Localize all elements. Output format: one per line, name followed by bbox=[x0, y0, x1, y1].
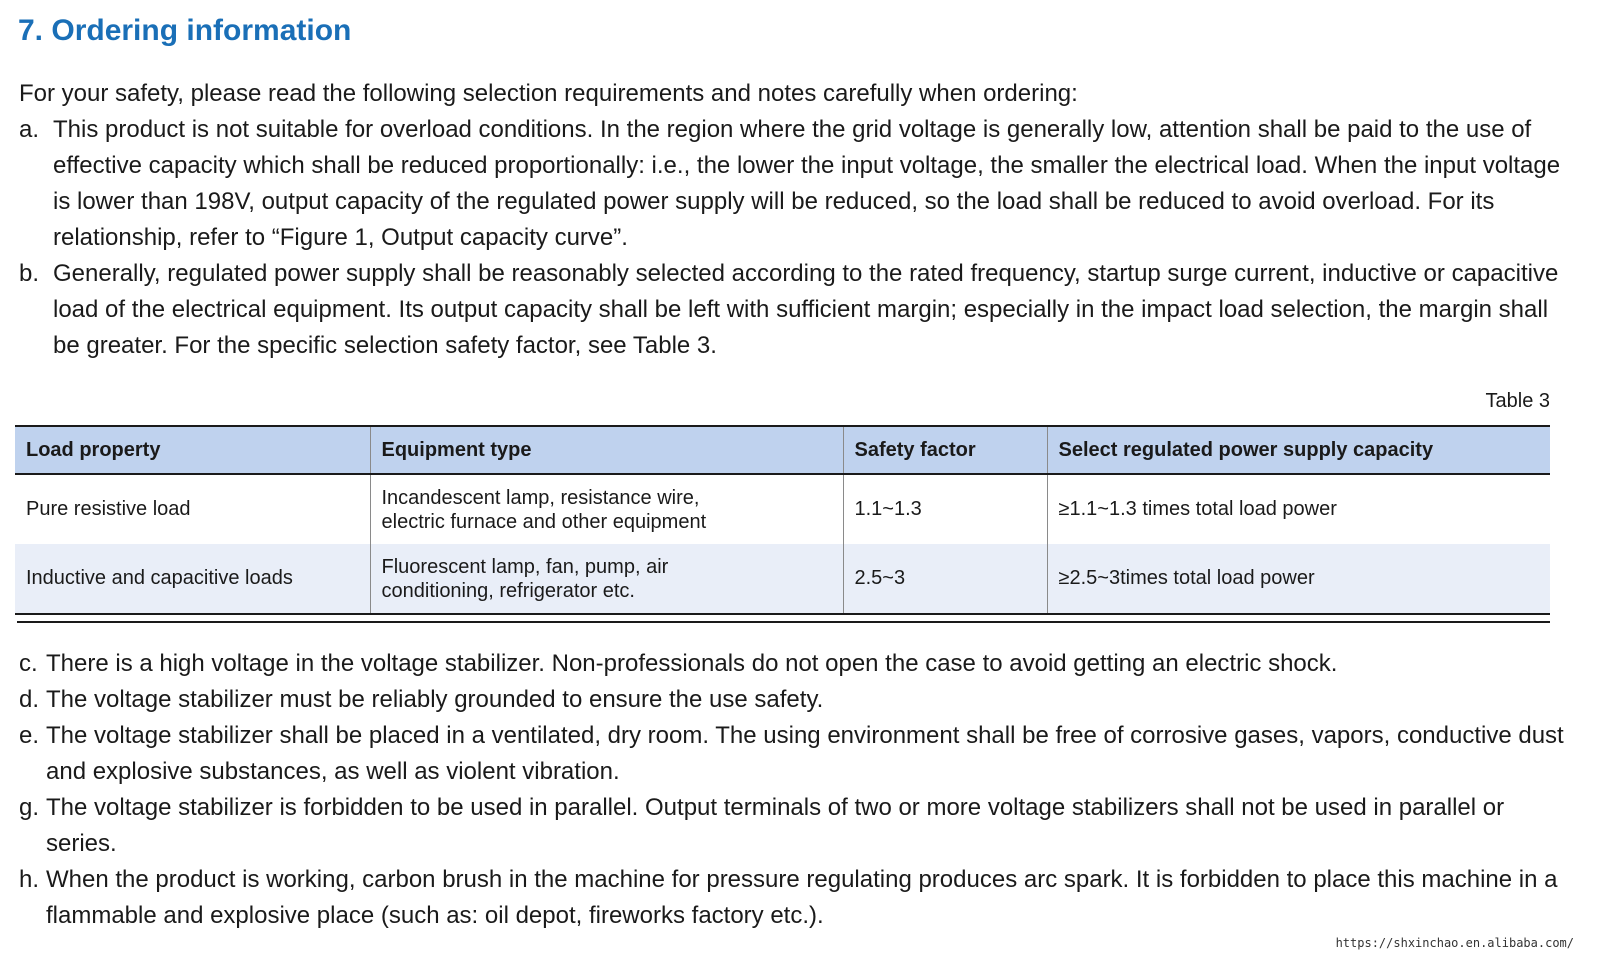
note-text: This product is not suitable for overload conditions. In the region where the grid voltage is generally low, attention shall be paid to the use of effective capacity which shall be reduced proportionally: i.e., the lower the input voltage, the smaller the electrical load. When the input voltage is lower than 198V, output capacity of the regulated power supply will be reduced, so the load shall be reduced to avoid overload. For its relationship, refer to “Figure 1, Output capacity curve”. bbox=[53, 116, 1561, 251]
cell-capacity: ≥2.5~3times total load power bbox=[1047, 544, 1550, 614]
header-equipment-type: Equipment type bbox=[370, 426, 843, 474]
notes-list-after-table bbox=[19, 646, 1579, 934]
intro-paragraph: For your safety, please read the following selection requirements and notes carefully when ordering: bbox=[19, 80, 1078, 107]
note-text: The voltage stabilizer must be reliably grounded to ensure the use safety. bbox=[46, 686, 824, 713]
selection-table bbox=[15, 425, 1550, 615]
note-item-a bbox=[19, 112, 1579, 256]
cell-safety-factor: 1.1~1.3 bbox=[843, 474, 1047, 544]
note-item-g bbox=[19, 790, 1579, 862]
note-item-e bbox=[19, 718, 1579, 790]
note-marker: h. bbox=[19, 866, 40, 893]
note-text: When the product is working, carbon brush in the machine for pressure regulating produces arc spark. It is forbidden to place this machine in a flammable and explosive place (such as: oil depot, fireworks factory etc.). bbox=[46, 866, 1558, 929]
table-row bbox=[15, 474, 1550, 544]
note-text: The voltage stabilizer is forbidden to be used in parallel. Output terminals of two or more voltage stabilizers shall not be used in parallel or series. bbox=[46, 794, 1505, 857]
equipment-line: Incandescent lamp, resistance wire, bbox=[381, 486, 700, 509]
note-marker: d. bbox=[19, 686, 40, 713]
cell-safety-factor: 2.5~3 bbox=[843, 544, 1047, 614]
header-load-property: Load property bbox=[15, 426, 370, 474]
equipment-line: electric furnace and other equipment bbox=[381, 510, 707, 533]
note-marker: e. bbox=[19, 722, 40, 749]
note-marker: a. bbox=[19, 116, 40, 143]
note-item-c bbox=[19, 646, 1579, 682]
cell-load-property: Inductive and capacitive loads bbox=[15, 544, 370, 614]
equipment-line: conditioning, refrigerator etc. bbox=[381, 579, 635, 602]
header-capacity: Select regulated power supply capacity bbox=[1047, 426, 1550, 474]
table-header-row bbox=[15, 426, 1550, 474]
note-marker: b. bbox=[19, 260, 40, 287]
equipment-line: Fluorescent lamp, fan, pump, air bbox=[381, 555, 669, 578]
table-row bbox=[15, 544, 1550, 614]
cell-equipment-type bbox=[370, 474, 843, 544]
note-item-h bbox=[19, 862, 1579, 934]
notes-list-before-table bbox=[19, 112, 1579, 364]
source-watermark: https://shxinchao.en.alibaba.com/ bbox=[1335, 936, 1574, 950]
note-item-b bbox=[19, 256, 1579, 364]
section-heading: 7. Ordering information bbox=[18, 14, 352, 47]
cell-equipment-type bbox=[370, 544, 843, 614]
table-caption: Table 3 bbox=[1485, 390, 1550, 412]
table-bottom-rule bbox=[17, 621, 1550, 623]
note-marker: g. bbox=[19, 794, 40, 821]
header-safety-factor: Safety factor bbox=[843, 426, 1047, 474]
note-text: There is a high voltage in the voltage stabilizer. Non-professionals do not open the case to avoid getting an electric shock. bbox=[46, 650, 1338, 677]
note-item-d bbox=[19, 682, 1579, 718]
cell-capacity: ≥1.1~1.3 times total load power bbox=[1058, 498, 1337, 520]
note-marker: c. bbox=[19, 650, 38, 677]
cell-load-property: Pure resistive load bbox=[15, 474, 370, 544]
note-text: The voltage stabilizer shall be placed in a ventilated, dry room. The using environment shall be free of corrosive gases, vapors, conductive dust and explosive substances, as well as violent vibration. bbox=[46, 722, 1564, 785]
note-text: Generally, regulated power supply shall be reasonably selected according to the rated frequency, startup surge current, inductive or capacitive load of the electrical equipment. Its output capacity shall be left with sufficient margin; especially in the impact load selection, the margin shall be greater. For the specific selection safety factor, see Table 3. bbox=[53, 260, 1559, 359]
